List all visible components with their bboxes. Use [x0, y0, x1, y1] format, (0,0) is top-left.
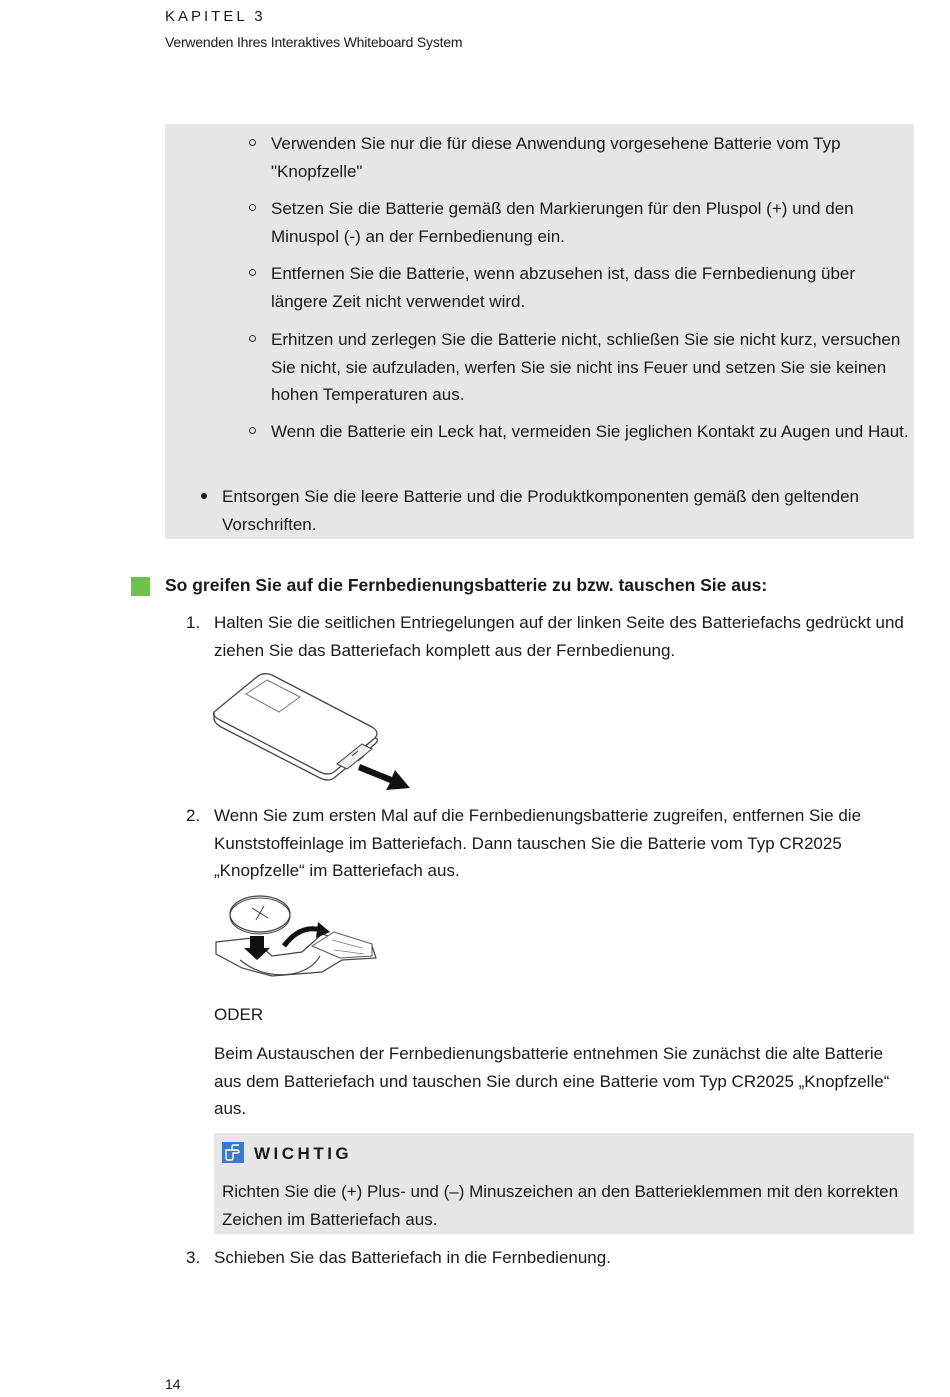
battery-replacement-illustration	[212, 894, 380, 980]
important-text: Richten Sie die (+) Plus- und (–) Minuszeichen an den Batterieklemmen mit den korrekten Zeichen im Batteriefach aus.	[222, 1182, 899, 1229]
step-number: 1.	[186, 613, 201, 632]
warning-sub-item: Setzen Sie die Batterie gemäß den Markierungen für den Pluspol (+) und den Minuspol (-) an der Fernbedienung ein.	[271, 199, 854, 246]
pointing-hand-icon	[222, 1142, 244, 1163]
or-label: ODER	[214, 1005, 264, 1024]
page-number: 14	[165, 1376, 181, 1392]
step-number: 3.	[186, 1248, 201, 1267]
step-text: Schieben Sie das Batteriefach in die Fernbedienung.	[214, 1248, 611, 1267]
warning-sub-item: Wenn die Batterie ein Leck hat, vermeiden Sie jeglichen Kontakt zu Augen und Haut.	[271, 422, 909, 441]
procedure-title: So greifen Sie auf die Fernbedienungsbatterie zu bzw. tauschen Sie aus:	[165, 575, 768, 595]
warning-sub-item: Erhitzen und zerlegen Sie die Batterie nicht, schließen Sie sie nicht kurz, versuchen Sie nicht, sie aufzuladen, werfen Sie sie nicht ins Feuer und setzen Sie sie keinen hohen Temperaturen aus.	[271, 330, 901, 404]
chapter-label: KAPITEL 3	[165, 8, 266, 25]
circle-bullet-icon	[249, 139, 256, 146]
remote-drawer-illustration	[212, 672, 412, 794]
warning-sub-item: Verwenden Sie nur die für diese Anwendung vorgesehene Batterie vom Typ "Knopfzelle"	[271, 134, 841, 181]
circle-bullet-icon	[249, 204, 256, 211]
step-text: Halten Sie die seitlichen Entriegelungen auf der linken Seite des Batteriefachs gedrückt und ziehen Sie das Batteriefach komplett aus der Fernbedienung.	[214, 613, 904, 660]
step-text: Wenn Sie zum ersten Mal auf die Fernbedienungsbatterie zugreifen, entfernen Sie die Kunststoffeinlage im Batteriefach. Dann tauschen Sie die Batterie vom Typ CR2025 „Knopfzelle“ im Batteriefach aus.	[214, 806, 862, 880]
warning-main-item: Entsorgen Sie die leere Batterie und die Produktkomponenten gemäß den geltenden Vorschriften.	[222, 487, 859, 534]
important-box	[214, 1133, 914, 1234]
alternative-text: Beim Austauschen der Fernbedienungsbatterie entnehmen Sie zunächst die alte Batterie aus dem Batteriefach und tauschen Sie durch eine Batterie vom Typ CR2025 „Knopfzelle“ aus.	[214, 1044, 890, 1118]
circle-bullet-icon	[249, 335, 256, 342]
circle-bullet-icon	[249, 269, 256, 276]
warning-box	[165, 124, 914, 539]
green-square-icon	[131, 577, 150, 596]
circle-bullet-icon	[249, 427, 256, 434]
important-label: WICHTIG	[254, 1144, 353, 1163]
disc-bullet-icon	[201, 493, 207, 499]
warning-sub-item: Entfernen Sie die Batterie, wenn abzusehen ist, dass die Fernbedienung über längere Zeit nicht verwendet wird.	[271, 264, 856, 311]
chapter-subtitle: Verwenden Ihres Interaktives Whiteboard System	[165, 34, 463, 50]
step-number: 2.	[186, 806, 201, 825]
